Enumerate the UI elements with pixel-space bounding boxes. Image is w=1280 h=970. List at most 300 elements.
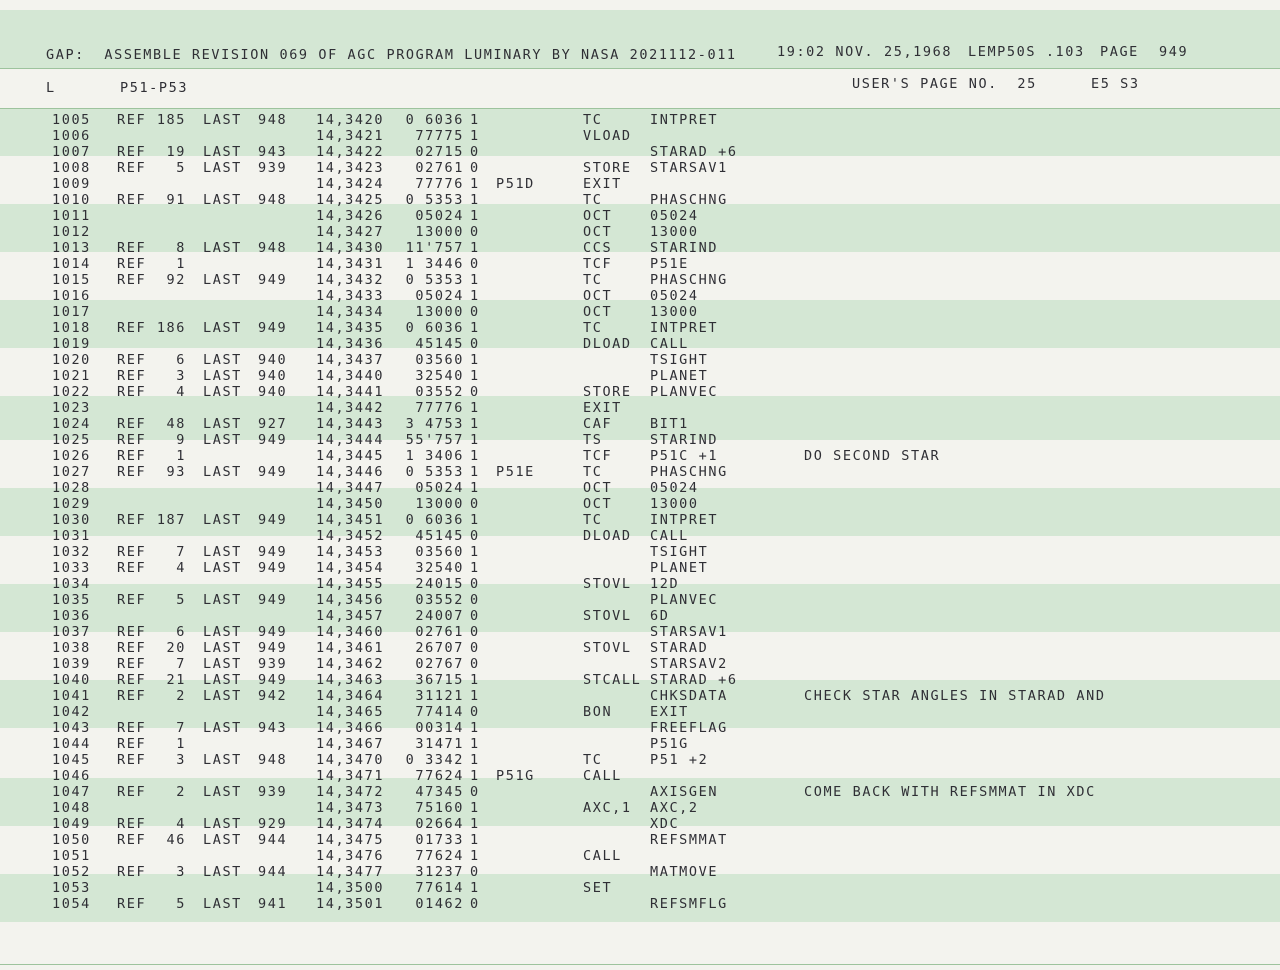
octal-word: 02767: [415, 656, 464, 672]
parity-bit: 0: [470, 624, 480, 640]
last-page: 949: [258, 272, 288, 288]
octal-word: 11'757: [405, 240, 464, 256]
ref-count: 4: [176, 816, 186, 832]
last-page: 929: [258, 816, 288, 832]
operand: FREEFLAG: [650, 720, 728, 736]
listing-row: [0, 448, 1280, 464]
last-keyword: LAST: [203, 544, 242, 560]
address: 14,3454: [316, 560, 385, 576]
address: 14,3456: [316, 592, 385, 608]
octal-word: 01733: [415, 832, 464, 848]
line-number: 1034: [52, 576, 91, 592]
operand: 12D: [650, 576, 680, 592]
paper-band: [0, 0, 1280, 10]
address: 14,3477: [316, 864, 385, 880]
ref-count: 186: [156, 320, 186, 336]
address: 14,3447: [316, 480, 385, 496]
opcode: EXIT: [583, 400, 622, 416]
last-keyword: LAST: [203, 624, 242, 640]
last-page: 949: [258, 592, 288, 608]
line-number: 1036: [52, 608, 91, 624]
band-rule: [0, 964, 1280, 965]
ref-count: 2: [176, 784, 186, 800]
opcode: CALL: [583, 768, 622, 784]
paper-band: [0, 922, 1280, 970]
listing-row: [0, 528, 1280, 544]
address: 14,3457: [316, 608, 385, 624]
ref-keyword: REF: [117, 512, 147, 528]
address: 14,3463: [316, 672, 385, 688]
opcode: SET: [583, 880, 613, 896]
last-keyword: LAST: [203, 112, 242, 128]
octal-word: 24015: [415, 576, 464, 592]
last-keyword: LAST: [203, 160, 242, 176]
listing-row: [0, 384, 1280, 400]
parity-bit: 0: [470, 704, 480, 720]
line-number: 1019: [52, 336, 91, 352]
operand: STARSAV1: [650, 160, 728, 176]
listing-row: [0, 272, 1280, 288]
line-number: 1044: [52, 736, 91, 752]
octal-word: 77624: [415, 848, 464, 864]
last-keyword: LAST: [203, 640, 242, 656]
last-page: 949: [258, 320, 288, 336]
listing-row: [0, 720, 1280, 736]
ref-keyword: REF: [117, 688, 147, 704]
parity-bit: 1: [470, 832, 480, 848]
parity-bit: 0: [470, 304, 480, 320]
line-number: 1032: [52, 544, 91, 560]
ref-keyword: REF: [117, 720, 147, 736]
parity-bit: 1: [470, 544, 480, 560]
line-number: 1024: [52, 416, 91, 432]
address: 14,3475: [316, 832, 385, 848]
opcode: TC: [583, 192, 603, 208]
address: 14,3440: [316, 368, 385, 384]
parity-bit: 0: [470, 864, 480, 880]
line-number: 1030: [52, 512, 91, 528]
last-page: 948: [258, 192, 288, 208]
operand: TSIGHT: [650, 544, 709, 560]
listing-row: [0, 672, 1280, 688]
octal-word: 02761: [415, 160, 464, 176]
opcode: STORE: [583, 384, 632, 400]
listing-row: [0, 336, 1280, 352]
last-page: 949: [258, 672, 288, 688]
ref-count: 5: [176, 160, 186, 176]
ref-keyword: REF: [117, 144, 147, 160]
line-number: 1041: [52, 688, 91, 704]
octal-word: 0 6036: [405, 320, 464, 336]
line-number: 1033: [52, 560, 91, 576]
listing-row: [0, 224, 1280, 240]
operand: PLANVEC: [650, 592, 719, 608]
address: 14,3441: [316, 384, 385, 400]
parity-bit: 1: [470, 720, 480, 736]
last-keyword: LAST: [203, 320, 242, 336]
octal-word: 02715: [415, 144, 464, 160]
operand: 13000: [650, 224, 699, 240]
operand: P51G: [650, 736, 689, 752]
ref-keyword: REF: [117, 432, 147, 448]
operand: P51 +2: [650, 752, 709, 768]
ref-count: 3: [176, 752, 186, 768]
ref-count: 93: [166, 464, 186, 480]
print-timestamp: 19:02 NOV. 25,1968: [777, 44, 953, 60]
last-keyword: LAST: [203, 272, 242, 288]
line-number: 1051: [52, 848, 91, 864]
last-page: 949: [258, 464, 288, 480]
listing-row: [0, 800, 1280, 816]
listing-row: [0, 288, 1280, 304]
operand: XDC: [650, 816, 680, 832]
address: 14,3450: [316, 496, 385, 512]
opcode: OCT: [583, 304, 613, 320]
parity-bit: 1: [470, 192, 480, 208]
last-page: 949: [258, 512, 288, 528]
ref-count: 5: [176, 896, 186, 912]
octal-word: 77624: [415, 768, 464, 784]
address: 14,3460: [316, 624, 385, 640]
parity-bit: 0: [470, 160, 480, 176]
parity-bit: 1: [470, 752, 480, 768]
operand: INTPRET: [650, 320, 719, 336]
address: 14,3443: [316, 416, 385, 432]
parity-bit: 1: [470, 432, 480, 448]
line-number: 1053: [52, 880, 91, 896]
octal-word: 45145: [415, 528, 464, 544]
octal-word: 0 6036: [405, 112, 464, 128]
ref-keyword: REF: [117, 160, 147, 176]
opcode: TCF: [583, 448, 613, 464]
operand: 05024: [650, 480, 699, 496]
parity-bit: 0: [470, 896, 480, 912]
octal-word: 03560: [415, 544, 464, 560]
operand: PLANVEC: [650, 384, 719, 400]
last-keyword: LAST: [203, 672, 242, 688]
address: 14,3462: [316, 656, 385, 672]
parity-bit: 1: [470, 480, 480, 496]
page-label: PAGE: [1100, 44, 1139, 60]
listing-row: [0, 192, 1280, 208]
parity-bit: 1: [470, 112, 480, 128]
ref-count: 4: [176, 384, 186, 400]
address: 14,3472: [316, 784, 385, 800]
listing-row: [0, 144, 1280, 160]
ref-count: 3: [176, 864, 186, 880]
opcode: EXIT: [583, 176, 622, 192]
opcode: TC: [583, 320, 603, 336]
octal-word: 31237: [415, 864, 464, 880]
ref-count: 7: [176, 656, 186, 672]
label: P51D: [496, 176, 535, 192]
octal-word: 13000: [415, 304, 464, 320]
parity-bit: 1: [470, 320, 480, 336]
ref-count: 6: [176, 352, 186, 368]
octal-word: 13000: [415, 496, 464, 512]
listing-row: [0, 176, 1280, 192]
parity-bit: 1: [470, 448, 480, 464]
address: 14,3433: [316, 288, 385, 304]
parity-bit: 1: [470, 208, 480, 224]
octal-word: 0 5353: [405, 192, 464, 208]
opcode: TC: [583, 112, 603, 128]
parity-bit: 1: [470, 288, 480, 304]
comment: CHECK STAR ANGLES IN STARAD AND: [804, 688, 1106, 704]
last-page: 927: [258, 416, 288, 432]
octal-word: 26707: [415, 640, 464, 656]
operand: PHASCHNG: [650, 272, 728, 288]
ref-count: 9: [176, 432, 186, 448]
ref-count: 21: [166, 672, 186, 688]
operand: 05024: [650, 208, 699, 224]
ref-keyword: REF: [117, 192, 147, 208]
listing-row: [0, 240, 1280, 256]
octal-word: 45145: [415, 336, 464, 352]
last-keyword: LAST: [203, 896, 242, 912]
last-keyword: LAST: [203, 432, 242, 448]
ref-count: 5: [176, 592, 186, 608]
parity-bit: 1: [470, 176, 480, 192]
address: 14,3451: [316, 512, 385, 528]
listing-row: [0, 784, 1280, 800]
line-number: 1042: [52, 704, 91, 720]
address: 14,3421: [316, 128, 385, 144]
last-keyword: LAST: [203, 192, 242, 208]
label: P51G: [496, 768, 535, 784]
comment: COME BACK WITH REFSMMAT IN XDC: [804, 784, 1096, 800]
ref-keyword: REF: [117, 544, 147, 560]
operand: P51E: [650, 256, 689, 272]
listing-row: [0, 352, 1280, 368]
ref-count: 3: [176, 368, 186, 384]
ref-keyword: REF: [117, 640, 147, 656]
operand: STARAD +6: [650, 144, 738, 160]
parity-bit: 0: [470, 640, 480, 656]
address: 14,3466: [316, 720, 385, 736]
line-number: 1047: [52, 784, 91, 800]
job-name: LEMP50S .103: [968, 44, 1085, 60]
ref-count: 92: [166, 272, 186, 288]
last-page: 940: [258, 368, 288, 384]
octal-word: 77414: [415, 704, 464, 720]
last-keyword: LAST: [203, 688, 242, 704]
line-number: 1025: [52, 432, 91, 448]
ref-keyword: REF: [117, 464, 147, 480]
parity-bit: 0: [470, 256, 480, 272]
listing-row: [0, 736, 1280, 752]
last-keyword: LAST: [203, 512, 242, 528]
operand: MATMOVE: [650, 864, 719, 880]
parity-bit: 1: [470, 512, 480, 528]
last-page: 948: [258, 752, 288, 768]
last-page: 949: [258, 624, 288, 640]
listing-row: [0, 320, 1280, 336]
operand: 05024: [650, 288, 699, 304]
opcode: OCT: [583, 224, 613, 240]
listing-row: [0, 768, 1280, 784]
ref-count: 1: [176, 448, 186, 464]
opcode: OCT: [583, 208, 613, 224]
octal-word: 02664: [415, 816, 464, 832]
line-number: 1035: [52, 592, 91, 608]
ref-count: 4: [176, 560, 186, 576]
operand: 6D: [650, 608, 670, 624]
listing-row: [0, 464, 1280, 480]
octal-word: 77775: [415, 128, 464, 144]
ref-keyword: REF: [117, 656, 147, 672]
users-page: USER'S PAGE NO. 25: [852, 76, 1037, 92]
operand: EXIT: [650, 704, 689, 720]
last-keyword: LAST: [203, 832, 242, 848]
address: 14,3464: [316, 688, 385, 704]
octal-word: 77776: [415, 400, 464, 416]
octal-word: 1 3446: [405, 256, 464, 272]
octal-word: 3 4753: [405, 416, 464, 432]
operand: CHKSDATA: [650, 688, 728, 704]
address: 14,3435: [316, 320, 385, 336]
listing-row: [0, 832, 1280, 848]
octal-word: 05024: [415, 480, 464, 496]
parity-bit: 1: [470, 352, 480, 368]
ref-keyword: REF: [117, 384, 147, 400]
parity-bit: 1: [470, 128, 480, 144]
ref-count: 48: [166, 416, 186, 432]
opcode: TC: [583, 272, 603, 288]
ref-count: 1: [176, 736, 186, 752]
parity-bit: 1: [470, 736, 480, 752]
operand: CALL: [650, 528, 689, 544]
address: 14,3455: [316, 576, 385, 592]
parity-bit: 0: [470, 528, 480, 544]
parity-bit: 1: [470, 560, 480, 576]
address: 14,3476: [316, 848, 385, 864]
address: 14,3437: [316, 352, 385, 368]
parity-bit: 1: [470, 272, 480, 288]
last-keyword: LAST: [203, 560, 242, 576]
address: 14,3426: [316, 208, 385, 224]
operand: PLANET: [650, 368, 709, 384]
parity-bit: 1: [470, 800, 480, 816]
line-number: 1007: [52, 144, 91, 160]
last-page: 940: [258, 384, 288, 400]
ref-count: 20: [166, 640, 186, 656]
parity-bit: 1: [470, 416, 480, 432]
address: 14,3444: [316, 432, 385, 448]
section-code: E5 S3: [1091, 76, 1140, 92]
last-page: 949: [258, 640, 288, 656]
operand: REFSMMAT: [650, 832, 728, 848]
line-number: 1023: [52, 400, 91, 416]
line-number: 1045: [52, 752, 91, 768]
address: 14,3432: [316, 272, 385, 288]
octal-word: 75160: [415, 800, 464, 816]
line-number: 1008: [52, 160, 91, 176]
page-number: 949: [1159, 44, 1189, 60]
octal-word: 0 5353: [405, 464, 464, 480]
last-keyword: LAST: [203, 864, 242, 880]
parity-bit: 0: [470, 784, 480, 800]
opcode: TC: [583, 752, 603, 768]
ref-count: 7: [176, 720, 186, 736]
opcode: STCALL: [583, 672, 642, 688]
address: 14,3442: [316, 400, 385, 416]
listing-row: [0, 496, 1280, 512]
opcode: CCS: [583, 240, 613, 256]
operand: AXC,2: [650, 800, 699, 816]
line-number: 1009: [52, 176, 91, 192]
address: 14,3423: [316, 160, 385, 176]
listing-row: [0, 400, 1280, 416]
operand: STARAD: [650, 640, 709, 656]
address: 14,3453: [316, 544, 385, 560]
line-number: 1040: [52, 672, 91, 688]
last-page: 939: [258, 160, 288, 176]
ref-keyword: REF: [117, 272, 147, 288]
ref-count: 46: [166, 832, 186, 848]
address: 14,3471: [316, 768, 385, 784]
address: 14,3461: [316, 640, 385, 656]
address: 14,3452: [316, 528, 385, 544]
line-number: 1012: [52, 224, 91, 240]
line-number: 1016: [52, 288, 91, 304]
last-keyword: LAST: [203, 368, 242, 384]
line-number: 1037: [52, 624, 91, 640]
ref-keyword: REF: [117, 368, 147, 384]
listing-row: [0, 368, 1280, 384]
opcode: BON: [583, 704, 613, 720]
opcode: OCT: [583, 480, 613, 496]
line-number: 1010: [52, 192, 91, 208]
label: P51E: [496, 464, 535, 480]
parity-bit: 1: [470, 816, 480, 832]
band-rule: [0, 68, 1280, 69]
operand: STARIND: [650, 432, 719, 448]
ref-keyword: REF: [117, 320, 147, 336]
listing-row: [0, 896, 1280, 912]
last-keyword: LAST: [203, 816, 242, 832]
listing-row: [0, 512, 1280, 528]
opcode: STOVL: [583, 640, 632, 656]
listing-row: [0, 432, 1280, 448]
ref-keyword: REF: [117, 560, 147, 576]
octal-word: 03552: [415, 592, 464, 608]
octal-word: 01462: [415, 896, 464, 912]
opcode: TC: [583, 464, 603, 480]
ref-keyword: REF: [117, 672, 147, 688]
listing-row: [0, 848, 1280, 864]
listing-row: [0, 608, 1280, 624]
ref-keyword: REF: [117, 896, 147, 912]
last-keyword: LAST: [203, 656, 242, 672]
listing-row: [0, 560, 1280, 576]
comment: DO SECOND STAR: [804, 448, 941, 464]
listing-row: [0, 576, 1280, 592]
ref-keyword: REF: [117, 592, 147, 608]
last-page: 942: [258, 688, 288, 704]
ref-count: 2: [176, 688, 186, 704]
last-page: 940: [258, 352, 288, 368]
line-number: 1043: [52, 720, 91, 736]
listing-row: [0, 864, 1280, 880]
operand: 13000: [650, 304, 699, 320]
line-number: 1046: [52, 768, 91, 784]
parity-bit: 0: [470, 592, 480, 608]
ref-keyword: REF: [117, 832, 147, 848]
opcode: STOVL: [583, 608, 632, 624]
operand: 13000: [650, 496, 699, 512]
last-page: 948: [258, 112, 288, 128]
